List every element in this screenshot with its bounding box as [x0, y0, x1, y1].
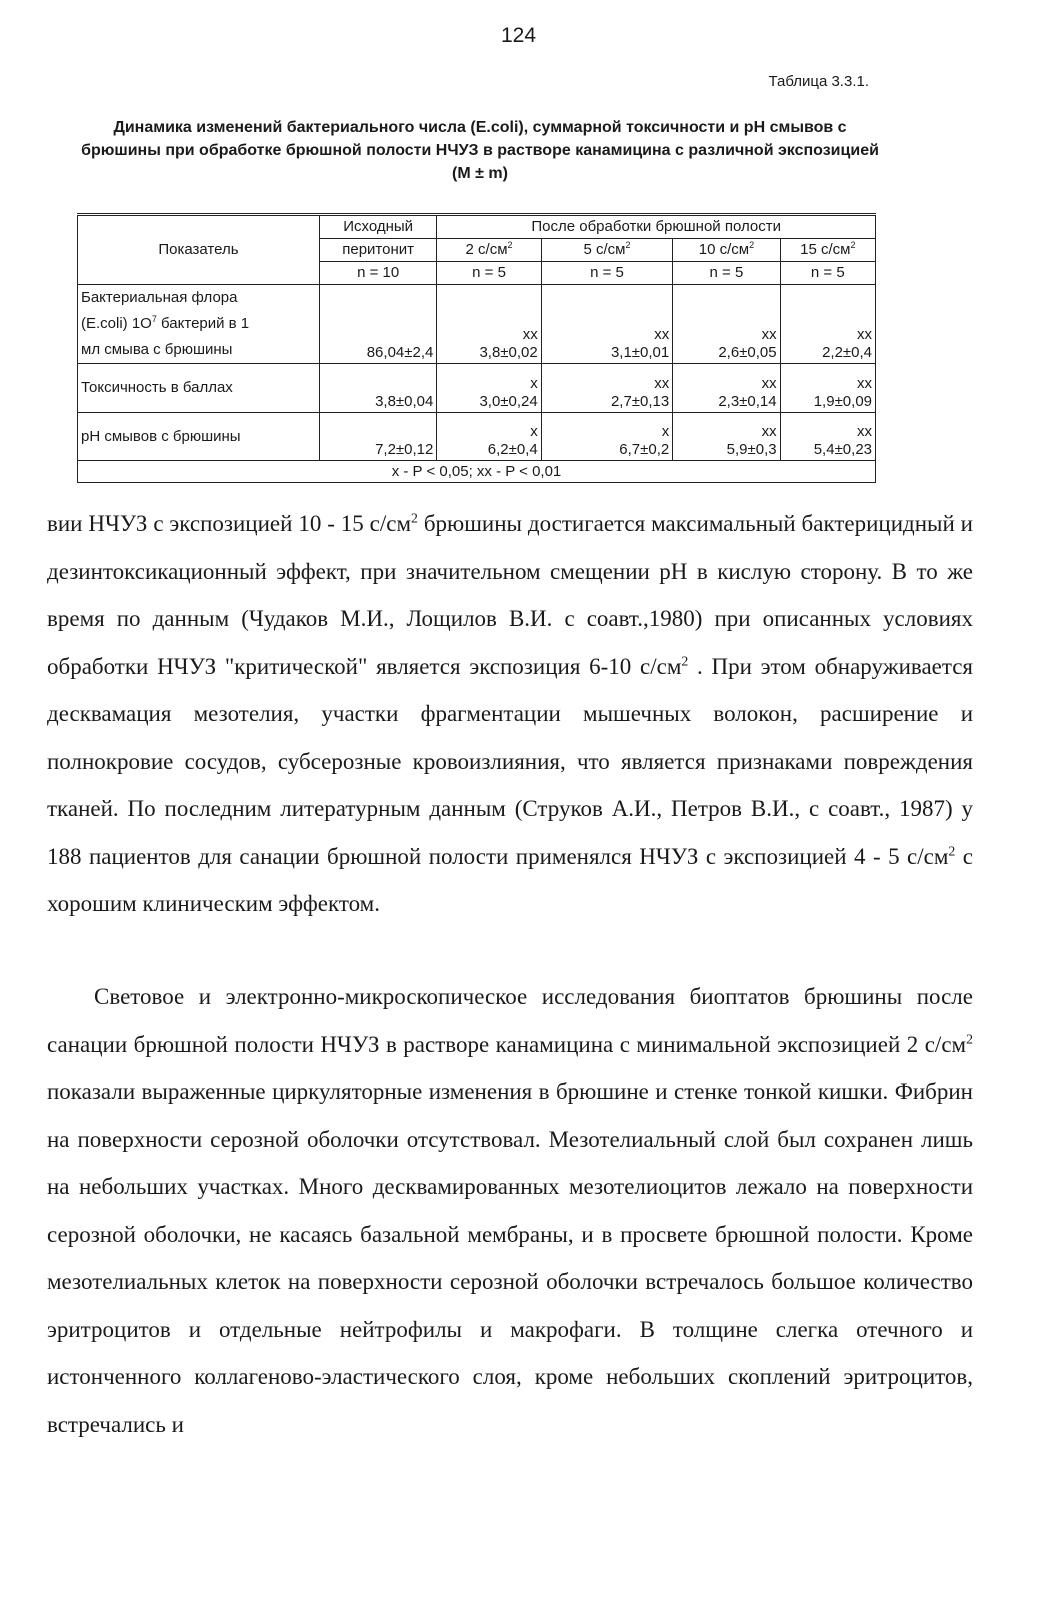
cell-value: xx 2,7±0,13 — [541, 364, 672, 413]
n-group: n = 5 — [780, 262, 875, 285]
table-label: Таблица 3.3.1. — [768, 73, 869, 90]
table-row — [78, 413, 876, 461]
cell-value: xx 1,9±0,09 — [780, 364, 875, 413]
cell-value: xx 3,1±0,01 — [541, 285, 672, 364]
n-group: n = 5 — [673, 262, 780, 285]
n-group: n = 5 — [541, 262, 672, 285]
header-exposure-2: 2 $с/см^2$ — [437, 239, 541, 262]
page-number: 124 — [500, 24, 537, 47]
cell-value: x 6,7±0,2 — [541, 413, 672, 461]
header-indicator: Показатель — [78, 215, 320, 285]
cell-value: xx 5,4±0,23 — [780, 413, 875, 461]
header-initial: Исходный — [319, 215, 436, 239]
header-exposure-5: 5 $с/см^2$ — [541, 239, 672, 262]
header-exposure-15: 15 $с/см^2$ — [780, 239, 875, 262]
header-after-treatment: После обработки брюшной полости — [437, 215, 876, 239]
row-label-bacteria: Бактериальная флора (E.coli) $1O^7$ бактерий в 1 мл смыва с брюшины — [78, 285, 320, 364]
n-initial: n = 10 — [319, 262, 436, 285]
cell-initial: 7,2±0,12 — [319, 413, 436, 461]
cell-value: xx 3,8±0,02 — [437, 285, 541, 364]
cell-value: xx 2,3±0,14 — [673, 364, 780, 413]
row-label-toxicity: Токсичность в баллах — [78, 364, 320, 413]
header-initial-line2: перитонит — [319, 239, 436, 262]
cell-value: x 3,0±0,24 — [437, 364, 541, 413]
n-group: n = 5 — [437, 262, 541, 285]
cell-value: xx 2,2±0,4 — [780, 285, 875, 364]
table-footnote: x - P < 0,05; xx - P < 0,01 — [78, 461, 876, 483]
cell-value: xx 5,9±0,3 — [673, 413, 780, 461]
table-row — [78, 364, 876, 413]
cell-initial: 3,8±0,04 — [319, 364, 436, 413]
table-title: Динамика изменений бактериального числа (E.coli), суммарной токсичности и pH смывов с брюшины при обработке брюшной полости НЧУЗ в растворе канамицина с различной экспозицией (M ± m) — [81, 119, 879, 182]
cell-initial: 86,04±2,4 — [319, 285, 436, 364]
body-paragraph-1: вии НЧУЗ с экспозицией 10 - 15 $с/см^2$ брюшины достигается максимальный бактерицидный и дезинтоксикационный эффект, при значительном смещении pH в кислую сторону. В то же время по данным (Чудаков М.И., Лощилов В.И. с соавт.,1980) при описанных условиях обработки НЧУЗ "критической" является экспозиция 6-10 $с/см^2$ . При этом обнаруживается десквамация мезотелия, участки фрагментации мышечных волокон, расширение и полнокровие сосудов, субсерозные кровоизлияния, что является признаками повреждения тканей. По последним литературным данным (Струков А.И., Петров В.И., с соавт., 1987) у 188 пациентов для санации брюшной полости применялся НЧУЗ с экспозицией 4 - 5 $с/см^2$ с хорошим клиническим эффектом. — [47, 510, 973, 916]
cell-value: x 6,2±0,4 — [437, 413, 541, 461]
table-row — [78, 285, 876, 364]
header-exposure-10: 10 $с/см^2$ — [673, 239, 780, 262]
row-label-ph: pH смывов с брюшины — [78, 413, 320, 461]
data-table — [77, 213, 876, 483]
body-paragraph-2: Световое и электронно-микроскопическое исследования биоптатов брюшины после санации брюшной полости НЧУЗ в растворе канамицина с минимальной экспозицией 2 $с/см^2$ показали выраженные циркуляторные изменения в брюшине и стенке тонкой кишки. Фибрин на поверхности серозной оболочки отсутствовал. Мезотелиальный слой был сохранен лишь на небольших участках. Много десквамированных мезотелиоцитов лежало на поверхности серозной оболочки, не касаясь базальной мембраны, и в просвете брюшной полости. Кроме мезотелиальных клеток на поверхности серозной оболочки встречалось большое количество эритроцитов и отдельные нейтрофилы и макрофаги. В толщине слегка отечного и истонченного коллагеново-эластического слоя, кроме небольших скоплений эритроцитов, встречались и — [47, 984, 973, 1437]
cell-value: xx 2,6±0,05 — [673, 285, 780, 364]
